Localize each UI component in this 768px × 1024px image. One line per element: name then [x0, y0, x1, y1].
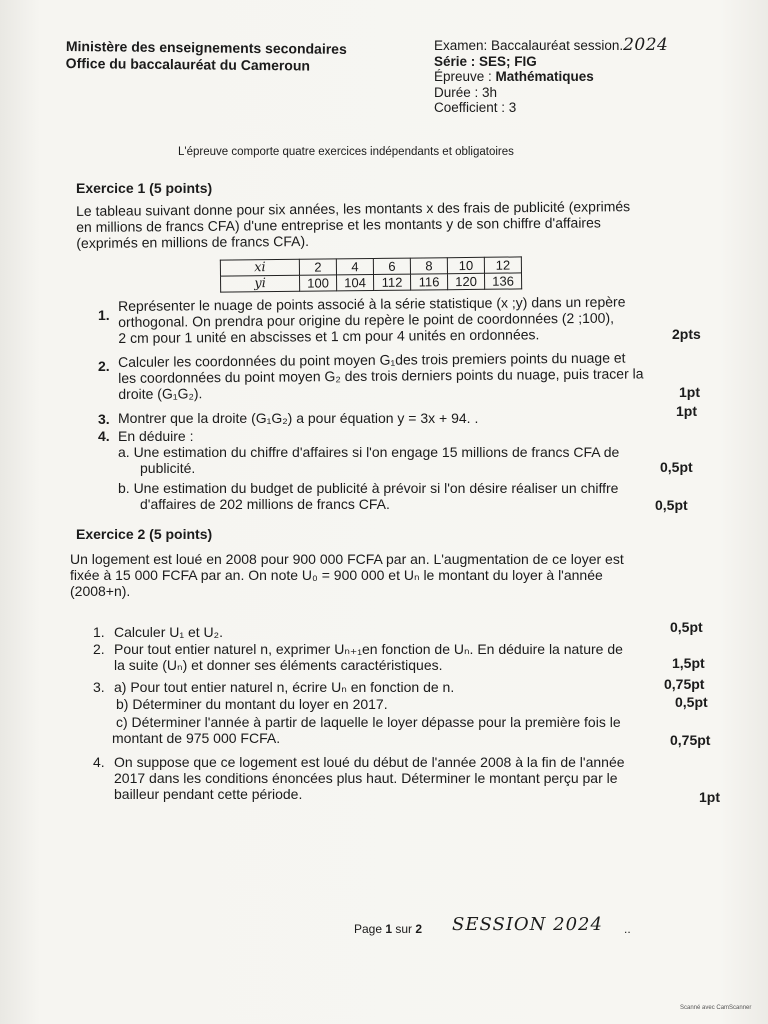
ex1-q4b-points: 0,5pt	[655, 497, 688, 513]
exam-label: Examen: Baccalauréat session.	[434, 38, 624, 53]
ex2-q4-points: 1pt	[699, 789, 720, 805]
exam-year-handwritten: 2024	[623, 35, 669, 55]
ex1-q1-text	[118, 294, 626, 346]
ex1-q4a-text	[118, 444, 619, 476]
ex2-q1-number: 1.	[93, 624, 105, 640]
page-number	[354, 922, 422, 936]
ex1-q4-text: En déduire :	[118, 428, 194, 444]
table-cell: 100	[300, 275, 337, 291]
question-line: bailleur pendant cette période.	[114, 786, 303, 802]
exercise2-title: Exercice 2 (5 points)	[76, 526, 213, 542]
ex2-q1-text: Calculer U₁ et U₂.	[114, 624, 223, 640]
page-total: 2	[415, 922, 423, 936]
exam-line	[434, 35, 669, 55]
ex1-q1-number: 1.	[98, 307, 110, 323]
question-line: 2 cm pour 1 unité en abscisses et 1 cm pour 4 unités en ordonnées.	[118, 326, 540, 346]
footer-dots: ..	[624, 922, 631, 936]
question-line: la suite (Uₙ) et donner ses éléments caractéristiques.	[114, 657, 443, 673]
question-line: montant de 975 000 FCFA.	[112, 730, 281, 746]
table-cell: 6	[373, 258, 410, 274]
table-cell: 4	[336, 258, 373, 274]
table-cell: 12	[484, 257, 521, 273]
data-table	[220, 256, 522, 292]
ex2-q1-points: 0,5pt	[670, 619, 703, 635]
scanner-watermark: Scanné avec CamScanner	[680, 1005, 752, 1011]
duree-line: Durée : 3h	[434, 84, 498, 100]
ex1-q4a-points: 0,5pt	[660, 459, 693, 475]
statement-line: Le tableau suivant donne pour six années, les montants x des frais de publicité (exprimés	[76, 198, 631, 219]
statement-line: en millions de francs CFA) d'une entreprise et les montants y de son chiffre d'affaires	[76, 214, 601, 235]
exam-info	[434, 35, 669, 116]
epreuve-label: Épreuve :	[434, 69, 496, 84]
question-line: orthogonal. On prendra pour origine du repère le point de coordonnées (2 ;100),	[118, 309, 615, 330]
ex2-q3c-text	[112, 714, 621, 746]
exercise2-statement	[70, 551, 624, 599]
intro-text: L'épreuve comporte quatre exercices indépendants et obligatoires	[178, 146, 514, 158]
table-cell: 136	[484, 273, 521, 289]
ex1-q4-number: 4.	[98, 428, 110, 444]
exercise1-statement	[76, 198, 630, 251]
ex2-q4-number: 4.	[93, 754, 105, 770]
row-head-y: yi	[221, 275, 300, 292]
question-line: les coordonnées du point moyen G₂ des trois derniers points du nuage, puis tracer la	[118, 365, 644, 386]
ex2-q4-text	[114, 754, 625, 802]
ex2-q2-points: 1,5pt	[672, 655, 705, 671]
table-cell: 116	[410, 274, 447, 290]
ex1-q2-text	[118, 349, 644, 402]
question-line: b. Une estimation du budget de publicité à prévoir si l'on désire réaliser un chiffre	[118, 480, 619, 496]
ex2-q3a-text: a) Pour tout entier naturel n, écrire Uₙ en fonction de n.	[114, 679, 455, 695]
table-row-y	[221, 273, 522, 292]
page-current: 1	[385, 922, 393, 936]
question-line: On suppose que ce logement est loué du début de l'année 2008 à la fin de l'année	[114, 754, 625, 770]
statement-line: (2008+n).	[70, 583, 131, 599]
page-prefix: Page	[354, 922, 386, 936]
statement-line: (exprimés en millions de francs CFA).	[76, 232, 310, 251]
table-cell: 120	[447, 273, 484, 289]
question-line: c) Déterminer l'année à partir de laquelle le loyer dépasse pour la première fois le	[116, 714, 621, 730]
coefficient-line: Coefficient : 3	[434, 100, 517, 115]
statement-line: fixée à 15 000 FCFA par an. On note U₀ = 900 000 et Uₙ le montant du loyer à l'année	[70, 567, 603, 583]
table-cell: 10	[447, 257, 484, 273]
exercise1-title: Exercice 1 (5 points)	[76, 180, 213, 196]
table-cell: 8	[410, 258, 447, 274]
statement-line: Un logement est loué en 2008 pour 900 000 FCFA par an. L'augmentation de ce loyer est	[70, 551, 624, 567]
ex1-q2-points: 1pt	[679, 384, 700, 400]
question-line: a. Une estimation du chiffre d'affaires si l'on engage 15 millions de francs CFA de	[118, 444, 620, 460]
ex2-q2-number: 2.	[93, 641, 105, 657]
table-cell: 104	[337, 274, 374, 290]
serie-line: Série : SES; FIG	[434, 53, 537, 69]
table-cell: 112	[373, 274, 410, 290]
question-line: Représenter le nuage de points associé à la série statistique (x ;y) dans un repère	[118, 293, 626, 314]
row-head-x: xi	[220, 259, 299, 276]
question-line: Calculer les coordonnées du point moyen G₁des trois premiers points du nuage et	[118, 349, 626, 370]
ex1-q1-points: 2pts	[672, 326, 701, 342]
epreuve-value: Mathématiques	[495, 69, 594, 84]
ex2-q3b-text: b) Déterminer du montant du loyer en 2017.	[116, 696, 388, 712]
ex2-q3c-points: 0,75pt	[670, 732, 711, 748]
question-line: droite (G₁G₂).	[118, 385, 203, 402]
ex2-q3-number: 3.	[93, 679, 105, 695]
ex1-q3-points: 1pt	[676, 403, 697, 419]
ex1-q3-number: 3.	[98, 411, 110, 427]
page-mid: sur	[392, 922, 416, 936]
question-line: publicité.	[140, 460, 196, 476]
question-line: 2017 dans les conditions énoncées plus haut. Déterminer le montant perçu par le	[114, 770, 618, 786]
office-name: Office du baccalauréat du Cameroun	[65, 54, 311, 74]
issuer-header	[66, 38, 347, 75]
ex1-q3-text: Montrer que la droite (G₁G₂) a pour équation y = 3x + 94. .	[118, 410, 479, 426]
question-line: d'affaires de 202 millions de francs CFA.	[140, 496, 390, 512]
ex1-q2-number: 2.	[98, 358, 110, 374]
ministry-name: Ministère des enseignements secondaires	[65, 38, 347, 57]
ex1-q4b-text	[118, 480, 618, 512]
question-line: Pour tout entier naturel n, exprimer Uₙ₊₁en fonction de Uₙ. En déduire la nature de	[114, 641, 623, 657]
epreuve-line	[434, 69, 668, 85]
session-handwritten: SESSION 2024	[452, 914, 603, 935]
ex2-q3a-points: 0,75pt	[664, 676, 705, 692]
ex2-q2-text	[114, 641, 623, 673]
table-cell: 2	[299, 259, 336, 275]
ex2-q3b-points: 0,5pt	[675, 694, 708, 710]
